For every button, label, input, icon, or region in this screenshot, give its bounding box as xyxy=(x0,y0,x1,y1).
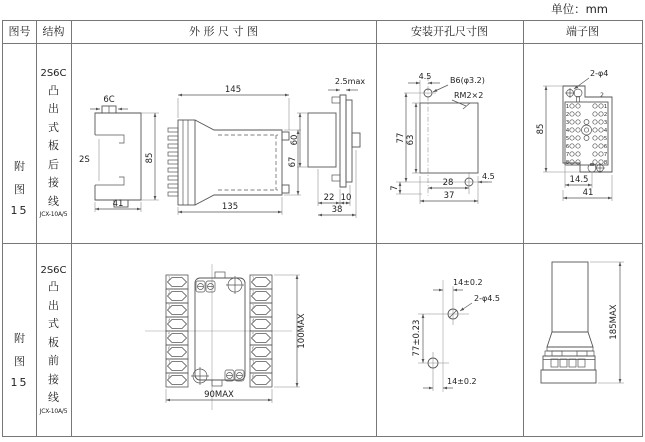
terminal-pins xyxy=(168,128,178,196)
outline-panel-drawing xyxy=(288,75,380,223)
mounting-drawing-row2 xyxy=(405,272,520,397)
unit-label: 单位：mm xyxy=(551,2,608,16)
svg-text:7: 7 xyxy=(252,360,255,365)
mounting-screw-top-right xyxy=(226,276,244,294)
svg-text:4: 4 xyxy=(603,128,608,134)
svg-text:2: 2 xyxy=(603,112,608,118)
svg-text:6: 6 xyxy=(168,346,171,351)
label-b6: B6(φ3.2) xyxy=(450,76,485,85)
dim-60: 60 xyxy=(290,134,300,146)
dim-4-5-right: 4.5 xyxy=(482,172,495,181)
dim-28: 28 xyxy=(442,178,454,188)
outline-body-drawing xyxy=(162,82,307,222)
structure-row1: 2S6C 凸 出 式 板 后 接 线 JCX-10A/5 xyxy=(39,68,68,218)
dim-37: 37 xyxy=(443,191,455,201)
dim-2-5max: 2.5max xyxy=(334,77,366,86)
svg-text:6: 6 xyxy=(252,346,255,351)
dim-38: 38 xyxy=(331,205,343,215)
terminal-numbers-left xyxy=(566,104,570,166)
svg-text:5: 5 xyxy=(252,332,255,337)
svg-text:8: 8 xyxy=(252,374,255,379)
svg-text:6: 6 xyxy=(565,144,570,150)
dim-77-row2: 77±0.23 xyxy=(412,319,422,357)
svg-text:1: 1 xyxy=(168,276,171,281)
dim-90max: 90MAX xyxy=(204,390,234,400)
svg-text:7: 7 xyxy=(603,152,608,158)
svg-text:5: 5 xyxy=(565,136,570,142)
dim-185max: 185MAX xyxy=(609,304,619,340)
svg-text:4: 4 xyxy=(565,128,570,134)
figure-no-row1: 附 图 15 xyxy=(10,159,29,217)
row-divider xyxy=(3,243,642,244)
dim-63: 63 xyxy=(406,134,416,146)
dim-14-5: 14.5 xyxy=(569,175,589,185)
screws-bottom-right xyxy=(225,370,244,381)
svg-text:6: 6 xyxy=(603,144,608,150)
right-terminal-column xyxy=(250,275,272,387)
svg-text:4: 4 xyxy=(252,318,255,323)
header-structure: 结构 xyxy=(42,25,65,38)
header-divider xyxy=(3,43,642,44)
dim-67: 67 xyxy=(288,156,298,168)
dim-77: 77 xyxy=(396,132,406,144)
dim-22: 22 xyxy=(323,193,335,203)
header-mounting: 安装开孔尺寸图 xyxy=(411,25,488,38)
dim-7: 7 xyxy=(390,185,400,191)
svg-text:2: 2 xyxy=(252,290,255,295)
dim-10: 10 xyxy=(340,193,352,203)
header-outline: 外 形 尺 寸 图 xyxy=(189,25,258,38)
svg-text:3: 3 xyxy=(565,120,570,126)
dim-85: 85 xyxy=(145,152,155,164)
svg-text:8: 8 xyxy=(603,160,608,166)
dim-85-terminal: 85 xyxy=(536,123,546,135)
svg-text:2: 2 xyxy=(168,290,171,295)
svg-text:8: 8 xyxy=(565,160,570,166)
terminal-drawing-row2 xyxy=(532,255,632,390)
left-terminal-column xyxy=(166,275,188,387)
mounting-screw-bottom-left xyxy=(191,367,209,385)
mounting-drawing-row1 xyxy=(392,68,520,208)
dim-6c: 6C xyxy=(103,95,115,105)
svg-text:3: 3 xyxy=(252,304,255,309)
dim-14-top: 14±0.2 xyxy=(453,278,483,287)
figure-no-row2: 附 图 15 xyxy=(10,332,29,389)
terminal-drawing-row1 xyxy=(535,68,645,205)
outline-front-drawing xyxy=(142,262,317,412)
label-2-phi4: 2-φ4 xyxy=(590,69,609,78)
svg-text:3: 3 xyxy=(603,120,608,126)
dim-14-bottom: 14±0.2 xyxy=(447,377,477,386)
terminal-numbers-right xyxy=(604,104,608,166)
dim-4-5-top: 4.5 xyxy=(418,72,432,81)
dim-41-terminal: 41 xyxy=(582,188,594,198)
outline-bracket-drawing xyxy=(78,88,170,223)
svg-text:7: 7 xyxy=(168,360,171,365)
dim-135: 135 xyxy=(221,202,239,212)
terminal-grid xyxy=(570,104,603,164)
label-rm2: RM2×2 xyxy=(454,91,484,100)
svg-text:5: 5 xyxy=(168,332,171,337)
svg-text:4: 4 xyxy=(168,318,171,323)
col-divider-2 xyxy=(71,21,72,436)
dim-100max: 100MAX xyxy=(297,313,307,349)
dim-41: 41 xyxy=(112,199,124,209)
structure-row2: 2S6C 凸 出 式 板 前 接 线 JCX-10A/5 xyxy=(39,264,68,415)
svg-text:1: 1 xyxy=(252,276,255,281)
header-figure: 图号 xyxy=(8,25,31,38)
label-2-phi45: 2-φ4.5 xyxy=(474,294,500,303)
dim-2s: 2S xyxy=(79,155,90,165)
svg-text:7: 7 xyxy=(565,152,570,158)
svg-text:8: 8 xyxy=(168,374,171,379)
dim-145: 145 xyxy=(224,85,242,95)
svg-text:3: 3 xyxy=(168,304,171,309)
svg-text:2: 2 xyxy=(565,112,570,118)
svg-text:1: 1 xyxy=(603,104,608,110)
svg-text:1: 1 xyxy=(565,104,570,110)
svg-text:5: 5 xyxy=(603,136,608,142)
pin-2-label: 2 xyxy=(600,92,604,99)
header-terminal: 端子图 xyxy=(566,25,599,38)
col-divider-4 xyxy=(523,21,524,436)
